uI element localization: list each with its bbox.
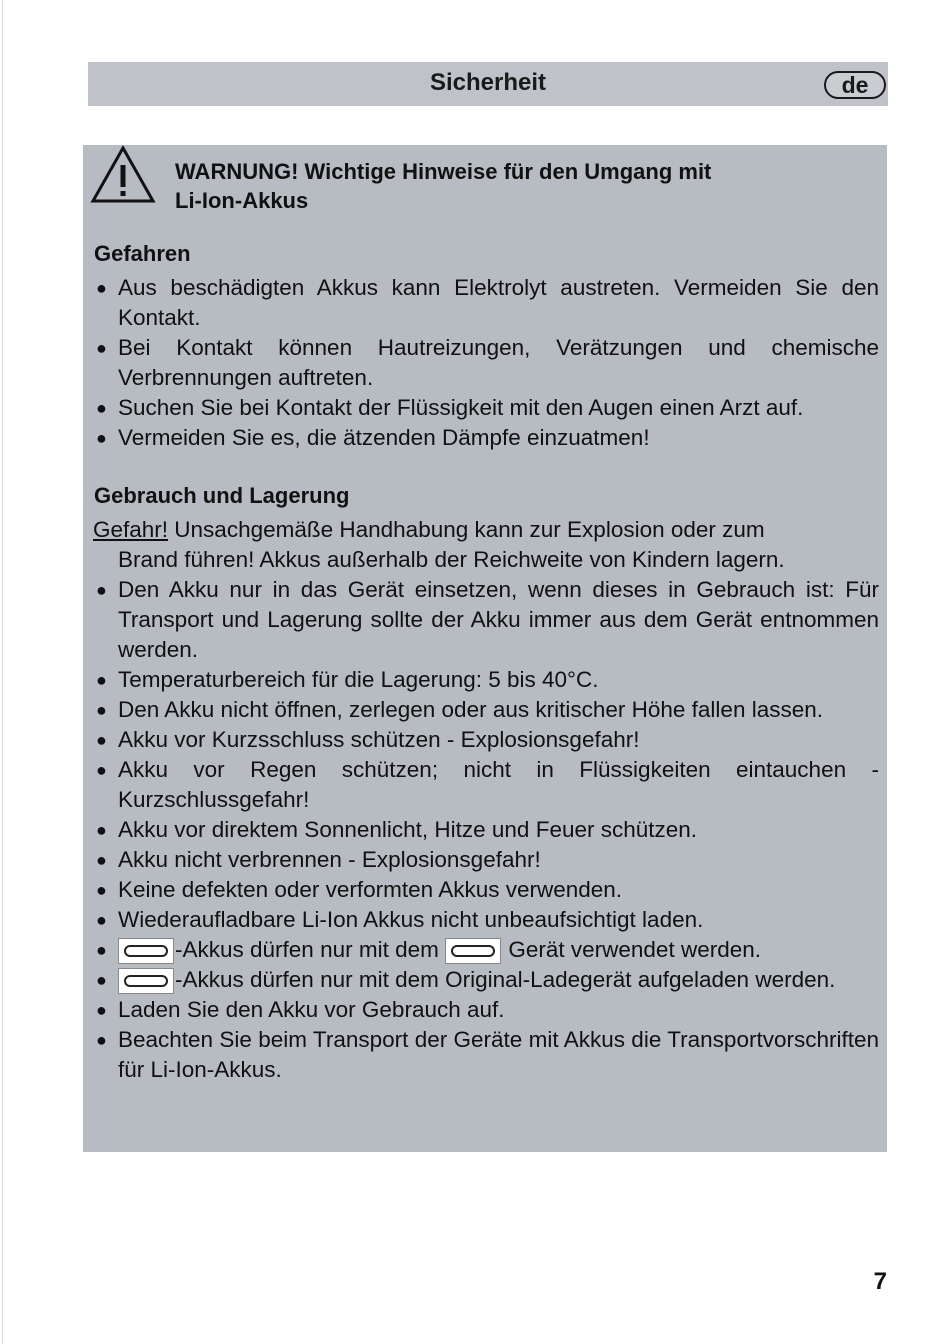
list-item: ● Temperaturbereich für die Lagerung: 5 bis 40°C. — [96, 667, 599, 692]
list-item: ● Den Akku nicht öffnen, zerlegen oder aus kritischer Höhe fallen lassen. — [96, 697, 823, 722]
language-badge: de — [824, 71, 886, 99]
list-item: ● Laden Sie den Akku vor Gebrauch auf. — [96, 997, 505, 1022]
list-item: ● Den Akku nur in das Gerät einsetzen, wenn dieses in Gebrauch ist: Für Transport und Lagerung sollte der Akku immer aus dem Gerät entnommen werden. — [96, 577, 879, 662]
gebrauch-list — [83, 575, 887, 1085]
gefahr-text-line1: Unsachgemäße Handhabung kann zur Explosion oder zum — [168, 517, 765, 542]
gefahr-paragraph — [93, 515, 879, 575]
gefahr-text-line2: Brand führen! Akkus außerhalb der Reichweite von Kindern lagern. — [118, 547, 785, 572]
brand-logo-icon — [118, 968, 174, 994]
page-edge — [2, 0, 3, 1344]
list-item: ● Wiederaufladbare Li-Ion Akkus nicht unbeaufsichtigt laden. — [96, 907, 704, 932]
gefahren-list — [83, 273, 887, 453]
list-item: ● -Akkus dürfen nur mit dem Original-Ladegerät aufgeladen werden. — [83, 965, 887, 995]
list-item: ● Beachten Sie beim Transport der Geräte mit Akkus die Transportvorschriften für Li-Ion-Akkus. — [96, 1027, 879, 1082]
heading-gebrauch: Gebrauch und Lagerung — [94, 483, 350, 508]
gefahr-word: Gefahr! — [93, 517, 169, 542]
section-header — [88, 62, 888, 106]
list-item: ● Akku vor direktem Sonnenlicht, Hitze und Feuer schützen. — [96, 817, 698, 842]
list-item: ● Akku vor Kurzsschluss schützen - Explosionsgefahr! — [96, 727, 640, 752]
page-title: Sicherheit — [429, 69, 547, 96]
list-item: ● Bei Kontakt können Hautreizungen, Verätzungen und chemische Verbrennungen auftreten. — [96, 335, 879, 390]
brand-logo-icon — [118, 938, 174, 964]
warning-box — [83, 145, 887, 1152]
list-item: ● -Akkus dürfen nur mit dem Gerät verwendet werden. — [83, 935, 887, 965]
warning-title-line1: WARNUNG! Wichtige Hinweise für den Umgang mit — [175, 159, 712, 184]
heading-gefahren: Gefahren — [94, 241, 191, 266]
list-item: ● Suchen Sie bei Kontakt der Flüssigkeit mit den Augen einen Arzt auf. — [96, 395, 804, 420]
warning-title — [175, 157, 855, 215]
list-item: ● Akku vor Regen schützen; nicht in Flüssigkeiten eintauchen - Kurzschlussgefahr! — [96, 757, 879, 812]
warning-triangle-icon — [89, 145, 157, 205]
list-item: ● Akku nicht verbrennen - Explosionsgefahr! — [96, 847, 541, 872]
list-item: ● Keine defekten oder verformten Akkus verwenden. — [96, 877, 623, 902]
list-item: ● Vermeiden Sie es, die ätzenden Dämpfe einzuatmen! — [96, 425, 650, 450]
page-number: 7 — [873, 1268, 887, 1295]
list-item: ● Aus beschädigten Akkus kann Elektrolyt austreten. Vermeiden Sie den Kontakt. — [96, 275, 879, 330]
brand-logo-icon — [445, 938, 501, 964]
warning-title-line2: Li-Ion-Akkus — [175, 188, 309, 213]
